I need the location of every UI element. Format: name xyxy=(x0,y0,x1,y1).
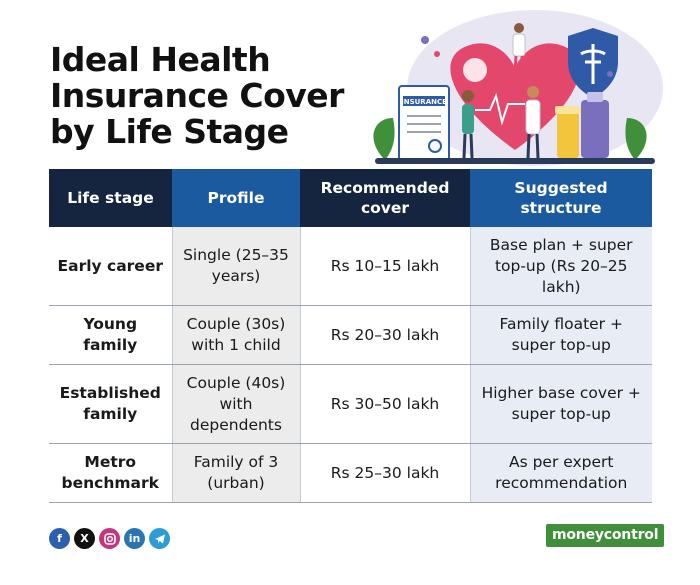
table-row xyxy=(49,365,652,444)
facebook-icon[interactable]: f xyxy=(49,528,70,549)
cell-life-stage: Metro benchmark xyxy=(49,444,172,503)
column-header-suggested-structure: Suggested structure xyxy=(470,169,652,227)
cell-profile: Single (25–35 years) xyxy=(172,227,300,306)
cell-suggested-structure: Higher base cover + super top-up xyxy=(470,365,652,444)
clipboard-label: INSURANCE xyxy=(401,98,447,106)
table-row xyxy=(49,444,652,503)
cell-life-stage: Early career xyxy=(49,227,172,306)
cell-life-stage: Young family xyxy=(49,306,172,365)
cell-profile: Couple (30s) with 1 child xyxy=(172,306,300,365)
health-insurance-illustration xyxy=(365,0,665,168)
instagram-icon[interactable] xyxy=(99,528,120,549)
column-header-life-stage: Life stage xyxy=(49,169,172,227)
table-row xyxy=(49,306,652,365)
table-row xyxy=(49,227,652,306)
table-header-row xyxy=(49,169,652,227)
title-line-3: by Life Stage xyxy=(50,112,289,151)
cell-recommended-cover: Rs 25–30 lakh xyxy=(300,444,470,503)
cell-profile: Couple (40s) with dependents xyxy=(172,365,300,444)
title-line-2: Insurance Cover xyxy=(50,76,344,115)
moneycontrol-logo: moneycontrol xyxy=(546,524,664,547)
telegram-icon[interactable] xyxy=(149,528,170,549)
column-header-recommended-cover: Recommended cover xyxy=(300,169,470,227)
cell-recommended-cover: Rs 10–15 lakh xyxy=(300,227,470,306)
cell-life-stage: Established family xyxy=(49,365,172,444)
linkedin-icon[interactable]: in xyxy=(124,528,145,549)
cell-recommended-cover: Rs 30–50 lakh xyxy=(300,365,470,444)
cell-recommended-cover: Rs 20–30 lakh xyxy=(300,306,470,365)
page-title xyxy=(50,42,370,150)
insurance-cover-table xyxy=(49,169,652,503)
cell-suggested-structure: Base plan + super top-up (Rs 20–25 lakh) xyxy=(470,227,652,306)
column-header-profile: Profile xyxy=(172,169,300,227)
x-icon[interactable]: X xyxy=(74,528,95,549)
cell-profile: Family of 3 (urban) xyxy=(172,444,300,503)
title-line-1: Ideal Health xyxy=(50,40,271,79)
cell-suggested-structure: As per expert recommendation xyxy=(470,444,652,503)
social-links xyxy=(49,528,170,549)
cell-suggested-structure: Family floater + super top-up xyxy=(470,306,652,365)
